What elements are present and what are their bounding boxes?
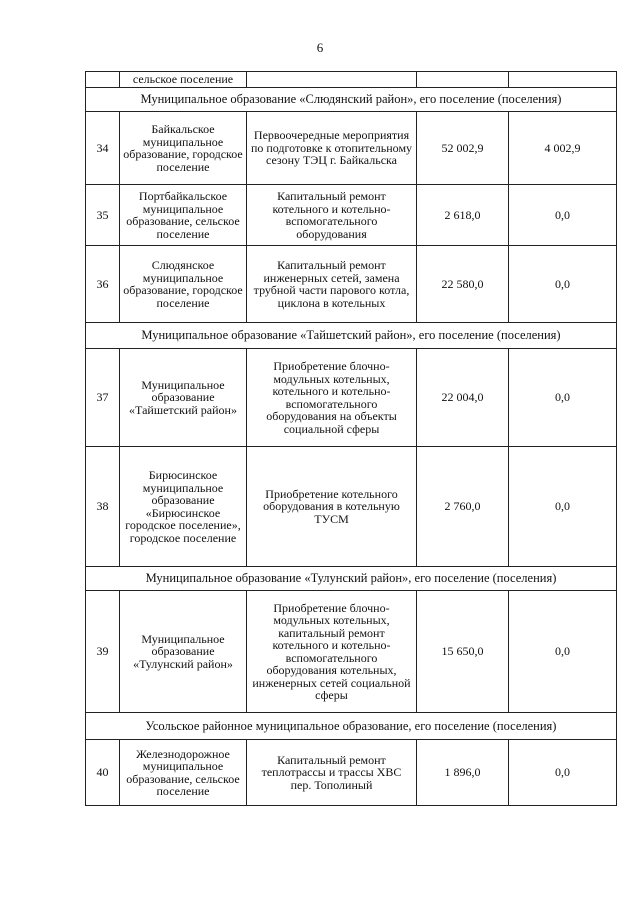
section-title: Муниципальное образование «Слюдянский район», его поселение (поселения) [86,88,617,112]
section-row-usolsky [86,713,617,740]
table-row [86,591,617,713]
section-row-taishetsky [86,323,617,349]
cell-event: Приобретение блочно-модульных котельных, котельного и котельно-вспомогательного оборудования на объекты социальной сферы [247,349,417,447]
cell-num: 40 [86,740,120,806]
section-row-sludyansky [86,88,617,112]
table-row [86,447,617,567]
cell-total: 22 004,0 [417,349,509,447]
cell-num: 36 [86,246,120,323]
table-row [86,246,617,323]
cell-total [417,72,509,88]
carry-over-row [86,72,617,88]
cell-event: Капитальный ремонт инженерных сетей, замена трубной части парового котла, циклона в котельных [247,246,417,323]
table-row [86,349,617,447]
cell-municipality: Слюдянское муниципальное образование, городское поселение [120,246,247,323]
cell-budget: 0,0 [509,349,617,447]
cell-total: 2 760,0 [417,447,509,567]
cell-event: Приобретение блочно-модульных котельных, капитальный ремонт котельного и котельно-вспомогательного оборудования котельных, инженерных сетей социальной сферы [247,591,417,713]
section-title: Муниципальное образование «Тулунский район», его поселение (поселения) [86,567,617,591]
cell-budget: 0,0 [509,447,617,567]
cell-num: 34 [86,112,120,185]
page-number: 6 [316,40,324,55]
cell-total: 15 650,0 [417,591,509,713]
cell-municipality: Байкальское муниципальное образование, городское поселение [120,112,247,185]
cell-budget: 0,0 [509,740,617,806]
cell-event [247,72,417,88]
cell-event: Первоочередные мероприятия по подготовке к отопительному сезону ТЭЦ г. Байкальска [247,112,417,185]
table-row [86,112,617,185]
cell-municipality: Муниципальное образование «Тулунский район» [120,591,247,713]
cell-budget: 0,0 [509,185,617,246]
section-row-tulunsky [86,567,617,591]
cell-num: 37 [86,349,120,447]
cell-event: Капитальный ремонт котельного и котельно-вспомогательного оборудования [247,185,417,246]
cell-total: 1 896,0 [417,740,509,806]
table-row [86,185,617,246]
cell-num: 38 [86,447,120,567]
cell-budget: 0,0 [509,246,617,323]
cell-municipality: Муниципальное образование «Тайшетский район» [120,349,247,447]
cell-num: 39 [86,591,120,713]
cell-budget: 4 002,9 [509,112,617,185]
cell-total: 2 618,0 [417,185,509,246]
cell-num [86,72,120,88]
cell-num: 35 [86,185,120,246]
funding-table [85,71,617,806]
cell-event: Приобретение котельного оборудования в котельную ТУСМ [247,447,417,567]
cell-event: Капитальный ремонт теплотрассы и трассы ХВС пер. Тополиный [247,740,417,806]
cell-budget [509,72,617,88]
section-title: Усольское районное муниципальное образование, его поселение (поселения) [86,713,617,740]
cell-municipality: сельское поселение [120,72,247,88]
cell-budget: 0,0 [509,591,617,713]
section-title: Муниципальное образование «Тайшетский район», его поселение (поселения) [86,323,617,349]
cell-total: 52 002,9 [417,112,509,185]
table-row [86,740,617,806]
cell-municipality: Железнодорожное муниципальное образование, сельское поселение [120,740,247,806]
cell-municipality: Портбайкальское муниципальное образование, сельское поселение [120,185,247,246]
cell-total: 22 580,0 [417,246,509,323]
cell-municipality: Бирюсинское муниципальное образование «Бирюсинское городское поселение», городское поселение [120,447,247,567]
